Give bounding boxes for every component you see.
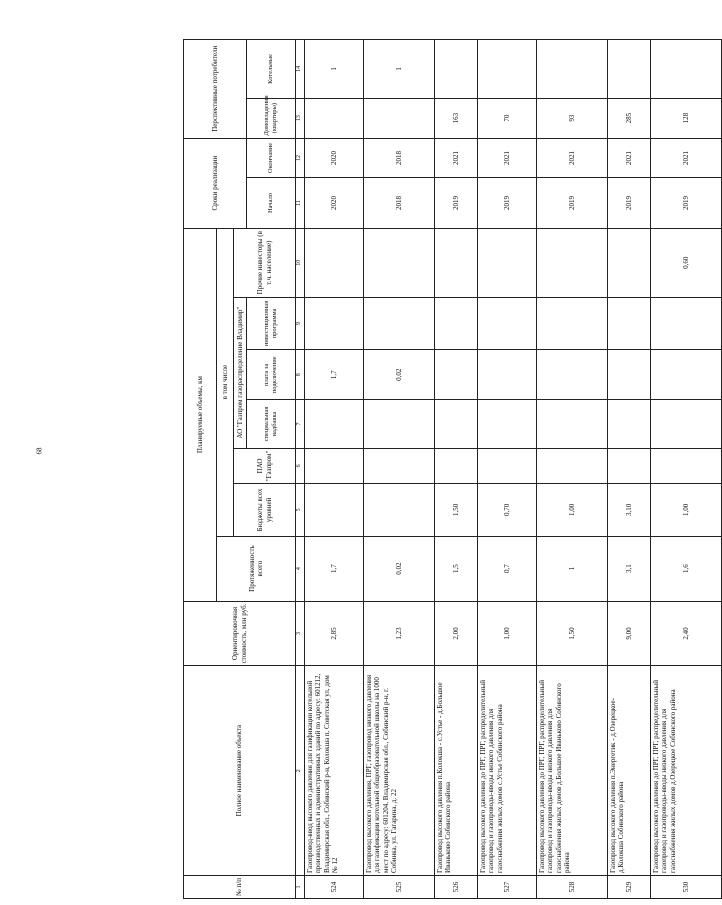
- cell-pao: [651, 448, 722, 484]
- cell-special: [651, 400, 722, 448]
- cell-investment: [305, 297, 364, 349]
- cell-num: 530: [651, 875, 722, 898]
- header-pao: ПАО "Газпром": [234, 448, 296, 484]
- cell-length: 0,7: [478, 536, 537, 601]
- cell-pao: [435, 448, 478, 484]
- table-row: [478, 40, 537, 899]
- cell-budgets: [364, 484, 435, 536]
- cell-boilers: [651, 40, 722, 99]
- cell-end: 2021: [435, 138, 478, 178]
- cell-budgets: 1,50: [435, 484, 478, 536]
- cell-special: [305, 400, 364, 448]
- cell-name: Газопровод высокого давления п.Энергетик - д.Озерецкое-д.Колокша Собинского района: [608, 666, 651, 876]
- header-in-that: в том числе: [217, 228, 234, 536]
- cell-households: 128: [651, 98, 722, 138]
- cell-pao: [478, 448, 537, 484]
- cell-boilers: [608, 40, 651, 99]
- cell-households: 93: [537, 98, 608, 138]
- table-row: [364, 40, 435, 899]
- cell-pao: [305, 448, 364, 484]
- header-budgets: Бюджеты всех уровней: [234, 484, 296, 536]
- cell-cost: 1,50: [537, 601, 608, 666]
- cell-investment: [651, 297, 722, 349]
- cell-investment: [608, 297, 651, 349]
- cell-investment: [478, 297, 537, 349]
- cell-connection: [435, 350, 478, 400]
- table-row: [435, 40, 478, 899]
- cell-num: 525: [364, 875, 435, 898]
- cell-end: 2020: [305, 138, 364, 178]
- column-index-cell: 14: [296, 40, 305, 99]
- cell-num: 524: [305, 875, 364, 898]
- cell-special: [364, 400, 435, 448]
- cell-households: 70: [478, 98, 537, 138]
- column-index-cell: 8: [296, 350, 305, 400]
- cell-length: 3,1: [608, 536, 651, 601]
- cell-end: 2018: [364, 138, 435, 178]
- cell-other: [478, 228, 537, 297]
- column-index-cell: 1: [296, 875, 305, 898]
- table-row: [651, 40, 722, 899]
- cell-end: 2021: [478, 138, 537, 178]
- cell-start: 2019: [478, 178, 537, 228]
- cell-investment: [537, 297, 608, 349]
- header-start: Начало: [247, 178, 296, 228]
- column-index-cell: 9: [296, 297, 305, 349]
- cell-length: 0,02: [364, 536, 435, 601]
- cell-special: [537, 400, 608, 448]
- cell-cost: 1,23: [364, 601, 435, 666]
- cell-num: 528: [537, 875, 608, 898]
- cell-households: 163: [435, 98, 478, 138]
- column-index-cell: 4: [296, 536, 305, 601]
- cell-other: 0,60: [651, 228, 722, 297]
- cell-end: 2021: [608, 138, 651, 178]
- cell-other: [537, 228, 608, 297]
- table-row: [305, 40, 364, 899]
- cell-connection: [537, 350, 608, 400]
- cell-length: 1: [537, 536, 608, 601]
- cell-budgets: 1,00: [651, 484, 722, 536]
- cell-name: Газопровод высокого давления п.Колокша - с.Устье - д.Большое Иваньково Собинского района: [435, 666, 478, 876]
- header-households: Домовладения (квартиры): [247, 98, 296, 138]
- cell-length: 1,7: [305, 536, 364, 601]
- cell-households: [305, 98, 364, 138]
- column-index-cell: 2: [296, 666, 305, 876]
- cell-households: [364, 98, 435, 138]
- header-investment-program: инвестиционная программа: [247, 297, 296, 349]
- cell-special: [478, 400, 537, 448]
- cell-cost: 9,00: [608, 601, 651, 666]
- cell-end: 2021: [537, 138, 608, 178]
- cell-end: 2021: [651, 138, 722, 178]
- gas-pipeline-table: [183, 39, 722, 899]
- cell-households: 285: [608, 98, 651, 138]
- cell-budgets: 0,70: [478, 484, 537, 536]
- column-index-cell: 12: [296, 138, 305, 178]
- header-ao: АО "Газпром газораспределение Владимир": [234, 297, 247, 448]
- cell-boilers: 1: [364, 40, 435, 99]
- cell-name: Газопровод высокого давления до ПРГ, ПРГ, распределительный газопровод и газопроводы-вводы низкого давления для газоснабжения жилых домов д.Большое Иваньково Собинского района: [537, 666, 608, 876]
- header-connection-fee: плата за подключение: [247, 350, 296, 400]
- cell-start: 2019: [537, 178, 608, 228]
- column-index-cell: 11: [296, 178, 305, 228]
- cell-start: 2019: [435, 178, 478, 228]
- header-consumers: Перспективные потребители: [184, 40, 247, 139]
- header-other-investors: Прочие инвесторы (в т.ч. население): [234, 228, 296, 297]
- cell-other: [305, 228, 364, 297]
- cell-start: 2019: [608, 178, 651, 228]
- cell-connection: [608, 350, 651, 400]
- cell-boilers: [537, 40, 608, 99]
- cell-num: 529: [608, 875, 651, 898]
- page-number: 68: [35, 447, 44, 455]
- cell-boilers: 1: [305, 40, 364, 99]
- cell-other: [608, 228, 651, 297]
- cell-pao: [537, 448, 608, 484]
- cell-budgets: 3,10: [608, 484, 651, 536]
- cell-boilers: [478, 40, 537, 99]
- cell-other: [435, 228, 478, 297]
- cell-start: 2019: [651, 178, 722, 228]
- header-end: Окончание: [247, 138, 296, 178]
- cell-connection: 1,7: [305, 350, 364, 400]
- column-index-row: [296, 40, 305, 899]
- cell-length: 1,5: [435, 536, 478, 601]
- cell-num: 527: [478, 875, 537, 898]
- cell-pao: [608, 448, 651, 484]
- table-row: [608, 40, 651, 899]
- cell-investment: [435, 297, 478, 349]
- cell-name: Газопровод высокого давления до ПРГ, ПРГ, распределительный газопровод и газопроводы-вводы низкого давления для газоснабжения жилых домов с.Устье Собинского района: [478, 666, 537, 876]
- column-index-cell: 3: [296, 601, 305, 666]
- rotated-page: [183, 39, 690, 899]
- header-cost: Ориентировочная стоимость, млн руб.: [184, 601, 296, 666]
- cell-cost: 2,40: [651, 601, 722, 666]
- header-special-surcharge: специальная надбавка: [247, 400, 296, 448]
- cell-cost: 2,00: [435, 601, 478, 666]
- header-length-total: Протяженность всего: [217, 536, 296, 601]
- cell-cost: 2,85: [305, 601, 364, 666]
- cell-connection: [651, 350, 722, 400]
- cell-name: Газопровод-ввод высокого давления для газификации котельной производственных и административных зданий по адресу: 601212, Владимирская обл., Собинский р-н, Колокша п, Советская ул, дом № 12: [305, 666, 364, 876]
- cell-start: 2018: [364, 178, 435, 228]
- cell-pao: [364, 448, 435, 484]
- cell-investment: [364, 297, 435, 349]
- column-index-cell: 5: [296, 484, 305, 536]
- table-row: [537, 40, 608, 899]
- column-index-cell: 10: [296, 228, 305, 297]
- cell-special: [435, 400, 478, 448]
- cell-budgets: 1,00: [537, 484, 608, 536]
- cell-budgets: [305, 484, 364, 536]
- cell-num: 526: [435, 875, 478, 898]
- column-index-cell: 13: [296, 98, 305, 138]
- header-name: Полное наименование объекта: [184, 666, 296, 876]
- cell-other: [364, 228, 435, 297]
- column-index-cell: 6: [296, 448, 305, 484]
- column-index-cell: 7: [296, 400, 305, 448]
- header-boilers: Котельные: [247, 40, 296, 99]
- cell-connection: 0,02: [364, 350, 435, 400]
- header-volumes: Планируемые объемы, км: [184, 228, 217, 601]
- cell-special: [608, 400, 651, 448]
- header-terms: Сроки реализации: [184, 138, 247, 228]
- cell-name: Газопровод высокого давления до ПРГ, ПРГ, распределительный газопровод и газопроводы-вводы низкого давления для газоснабжения жилых домов д.Озерецкое Собинского района: [651, 666, 722, 876]
- cell-start: 2020: [305, 178, 364, 228]
- header-num: № п/п: [184, 875, 296, 898]
- cell-boilers: [435, 40, 478, 99]
- cell-length: 1,6: [651, 536, 722, 601]
- cell-name: Газопровод высокого давления, ПРГ, газопровод низкого давления для газификации котельной общеобразовательной школы на 1000 мест по адресу: 601204, Владимирская обл., Собинский р-н, г. Собинка, ул. Гагарина, д. 22: [364, 666, 435, 876]
- cell-connection: [478, 350, 537, 400]
- cell-cost: 1,00: [478, 601, 537, 666]
